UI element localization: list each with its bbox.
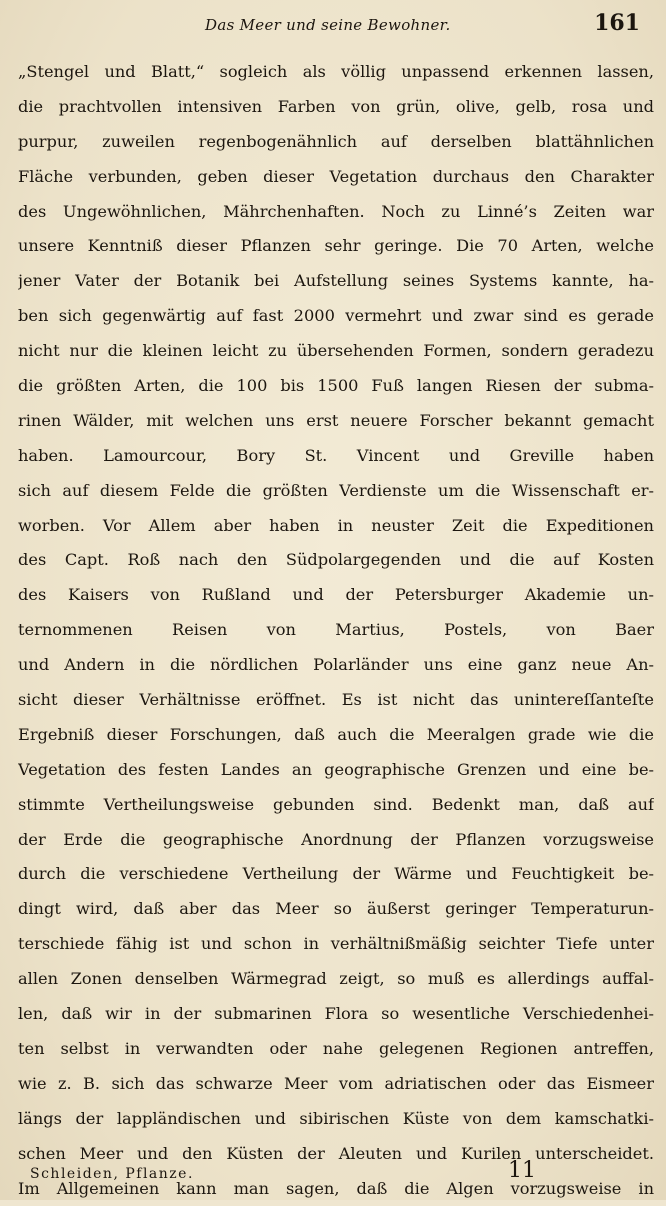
text-line: schen Meer und den Küsten der Aleuten und Kurilen unterscheidet. [18, 1137, 654, 1172]
text-line: worben. Vor Allem aber haben in neuster Zeit die Expeditionen [18, 509, 654, 544]
text-line: terschiede fähig ist und schon in verhältnißmäßig seichter Tiefe unter [18, 927, 654, 962]
page-header [0, 8, 666, 44]
text-line: Ergebniß dieser Forschungen, daß auch die Meeralgen grade wie die [18, 718, 654, 753]
body-text [18, 55, 654, 1206]
text-line: „Stengel und Blatt,“ sogleich als völlig unpassend erkennen lassen, [18, 55, 654, 90]
text-line: und Andern in die nördlichen Polarländer uns eine ganz neue An- [18, 648, 654, 683]
text-line: Fläche verbunden, geben dieser Vegetation durchaus den Charakter [18, 160, 654, 195]
page-footer [0, 1158, 666, 1194]
text-line: durch die verschiedene Vertheilung der Wärme und Feuchtigkeit be- [18, 857, 654, 892]
text-line: Vegetation des festen Landes an geographische Grenzen und eine be- [18, 753, 654, 788]
text-line: ben sich gegenwärtig auf fast 2000 vermehrt und zwar sind es gerade [18, 299, 654, 334]
text-line: allen Zonen denselben Wärmegrad zeigt, so muß es allerdings auffal- [18, 962, 654, 997]
running-head: Das Meer und seine Bewohner. [205, 16, 451, 34]
text-line: sicht dieser Verhältnisse eröffnet. Es ist nicht das unintereſſanteſte [18, 683, 654, 718]
text-line: purpur, zuweilen regenbogenähnlich auf derselben blattähnlichen [18, 125, 654, 160]
page-number: 161 [594, 10, 640, 36]
text-line: die größten Arten, die 100 bis 1500 Fuß langen Riesen der subma- [18, 369, 654, 404]
text-line: längs der lappländischen und sibirischen Küste von dem kamschatki- [18, 1102, 654, 1137]
text-line: stimmte Vertheilungsweise gebunden sind. Bedenkt man, daß auf [18, 788, 654, 823]
text-line: jener Vater der Botanik bei Aufstellung seines Systems kannte, ha- [18, 264, 654, 299]
text-line: haben. Lamourcour, Bory St. Vincent und Greville haben [18, 439, 654, 474]
text-line: len, daß wir in der submarinen Flora so wesentliche Verschiedenhei- [18, 997, 654, 1032]
sheet-number: 11 [508, 1158, 536, 1183]
text-line: sich auf diesem Felde die größten Verdienste um die Wissenschaft er- [18, 474, 654, 509]
text-line: nicht nur die kleinen leicht zu übersehenden Formen, sondern geradezu [18, 334, 654, 369]
text-line: unsere Kenntniß dieser Pflanzen sehr geringe. Die 70 Arten, welche [18, 229, 654, 264]
text-line: Im Allgemeinen kann man sagen, daß die Algen vorzugsweise in [18, 1172, 654, 1206]
text-line: ternommenen Reisen von Martius, Postels, von Baer [18, 613, 654, 648]
text-line: des Ungewöhnlichen, Mährchenhaften. Noch zu Linné’s Zeiten war [18, 195, 654, 230]
printer-signature: Schleiden, Pflanze. [30, 1166, 194, 1182]
text-line: wie z. B. sich das schwarze Meer vom adriatischen oder das Eismeer [18, 1067, 654, 1102]
text-line: des Kaisers von Rußland und der Petersburger Akademie un- [18, 578, 654, 613]
text-line: die prachtvollen intensiven Farben von grün, olive, gelb, rosa und [18, 90, 654, 125]
text-line: rinen Wälder, mit welchen uns erst neuere Forscher bekannt gemacht [18, 404, 654, 439]
text-line: der Erde die geographische Anordnung der Pflanzen vorzugsweise [18, 823, 654, 858]
text-line: dingt wird, daß aber das Meer so äußerst geringer Temperaturun- [18, 892, 654, 927]
text-line: des Capt. Roß nach den Südpolargegenden und die auf Kosten [18, 543, 654, 578]
text-line: ten selbst in verwandten oder nahe gelegenen Regionen antreffen, [18, 1032, 654, 1067]
